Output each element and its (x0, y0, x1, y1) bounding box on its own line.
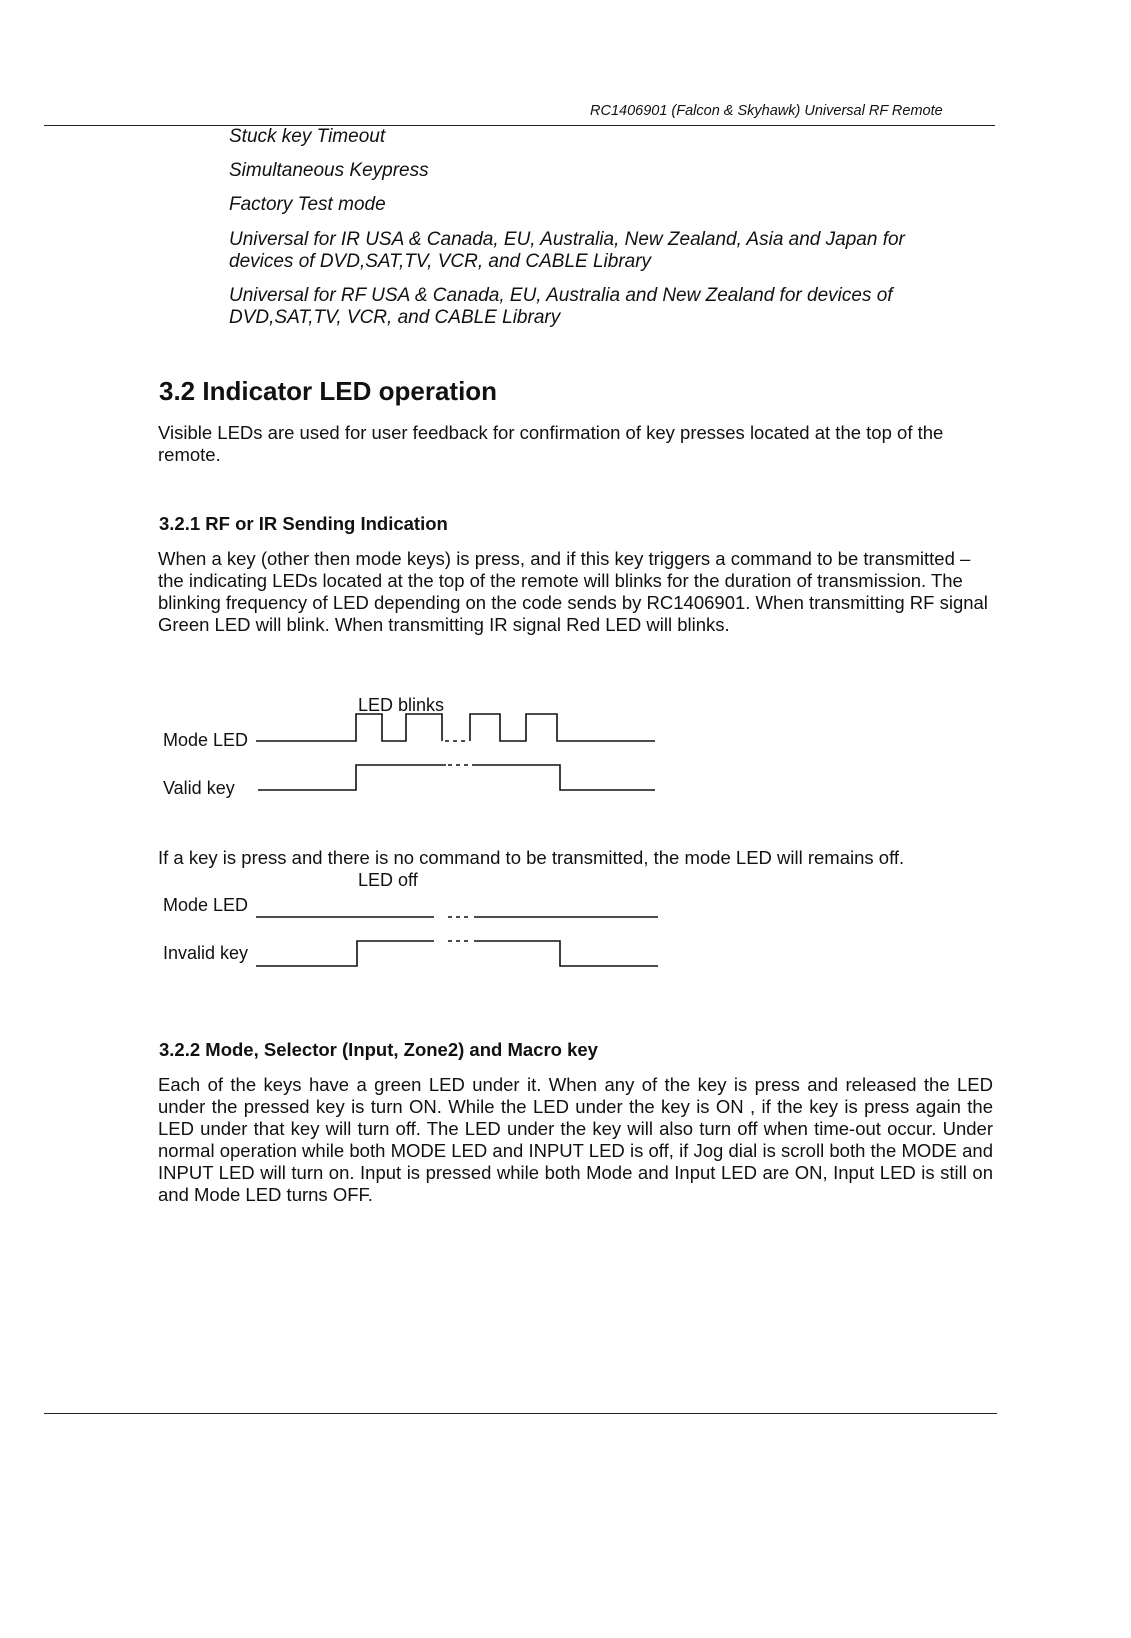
section-3-2-intro: Visible LEDs are used for user feedback for confirmation of key presses located at the top of the remote. (158, 422, 944, 465)
diagram2-caption: LED off (358, 870, 418, 890)
diagram1-mode-led-label: Mode LED (163, 730, 249, 750)
section-heading-3-2: 3.2 Indicator LED operation (159, 376, 498, 406)
section-heading-3-2-2: 3.2.2 Mode, Selector (Input, Zone2) and Macro key (159, 1039, 598, 1060)
diagram2-invalid-key-label: Invalid key (163, 943, 249, 963)
running-header: RC1406901 (Falcon & Skyhawk) Universal RF Remote (590, 103, 943, 119)
feature-universal-rf: Universal for RF USA & Canada, EU, Australia and New Zealand for devices of DVD,SAT,TV, VCR, and CABLE Library (229, 285, 893, 328)
feature-simultaneous-keypress: Simultaneous Keypress (229, 160, 429, 181)
diagram1-caption: LED blinks (358, 695, 445, 715)
diagram1-valid-key-label: Valid key (163, 778, 235, 798)
section-heading-3-2-1: 3.2.1 RF or IR Sending Indication (159, 513, 448, 534)
footer-rule (44, 1413, 997, 1414)
no-command-note: If a key is press and there is no command to be transmitted, the mode LED will remains off. (158, 847, 905, 868)
section-3-2-1-body: When a key (other then mode keys) is press, and if this key triggers a command to be transmitted – the indicating LEDs located at the top of the remote will blinks for the duration of transmission. The blinking frequency of LED depending on the code sends by RC1406901. When transmitting RF signal Green LED will blink. When transmitting IR signal Red LED will blinks. (158, 548, 988, 635)
diagram2-mode-led-label: Mode LED (163, 895, 249, 915)
feature-factory-test-mode: Factory Test mode (229, 194, 386, 215)
section-3-2-2-body: Each of the keys have a green LED under it. When any of the key is press and released the LED under the pressed key is turn ON. While the LED under the key is ON , if the key is press again the LED under that key will turn off. The LED under the key will also turn off when time-out occur. Under normal operation while both MODE LED and INPUT LED is off, if Jog dial is scroll both the MODE and INPUT LED will turn on. Input is pressed while both Mode and Input LED are ON, Input LED is still on and Mode LED turns OFF. (158, 1074, 993, 1205)
invalid-key-waveform-cont (474, 941, 658, 966)
feature-universal-ir: Universal for IR USA & Canada, EU, Australia, New Zealand, Asia and Japan for devices of DVD,SAT,TV, VCR, and CABLE Library (229, 229, 905, 272)
feature-stuck-key-timeout: Stuck key Timeout (229, 126, 386, 147)
invalid-key-waveform (256, 941, 434, 966)
